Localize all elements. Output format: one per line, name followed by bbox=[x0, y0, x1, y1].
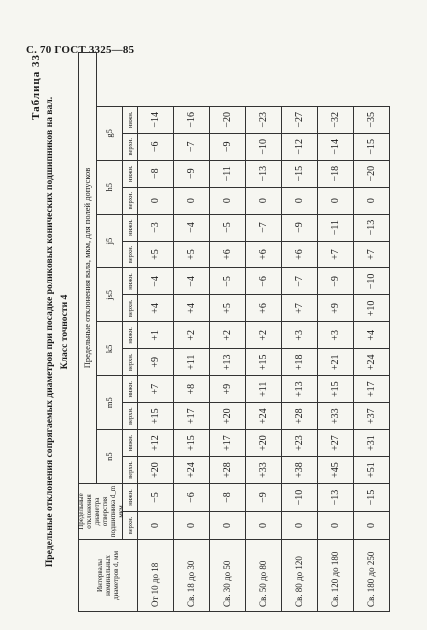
header-interval: Интервалы номинальных диаметров d, мм bbox=[79, 539, 138, 611]
table-cell: −13 bbox=[246, 160, 282, 187]
table-cell: −9 bbox=[282, 214, 318, 241]
tolerance-field-header: m5 bbox=[97, 375, 123, 429]
table-cell: −10 bbox=[354, 268, 390, 295]
lower-header: нижн. bbox=[123, 429, 138, 456]
rotated-table-area bbox=[30, 52, 392, 612]
table-cell: +31 bbox=[354, 429, 390, 456]
table-cell: +7 bbox=[354, 241, 390, 268]
lower-header: нижн. bbox=[123, 375, 138, 402]
table-cell: 0 bbox=[318, 511, 354, 539]
row-interval: Св. 180 до 250 bbox=[354, 539, 390, 611]
table-cell: +13 bbox=[210, 348, 246, 375]
tolerance-field-header: h5 bbox=[97, 160, 123, 214]
table-cell: +9 bbox=[210, 375, 246, 402]
table-cell: −5 bbox=[210, 214, 246, 241]
table-cell: +27 bbox=[318, 429, 354, 456]
tolerance-field-header: k5 bbox=[97, 321, 123, 375]
table-cell: +24 bbox=[246, 402, 282, 429]
header-bearing-lower: нижн. bbox=[123, 483, 138, 511]
row-interval: От 10 до 18 bbox=[138, 539, 174, 611]
row-interval: Св. 50 до 80 bbox=[246, 539, 282, 611]
table-cell: +33 bbox=[246, 456, 282, 483]
table-cell: +7 bbox=[282, 294, 318, 321]
table-cell: −6 bbox=[246, 268, 282, 295]
table-cell: 0 bbox=[210, 187, 246, 214]
table-cell: +17 bbox=[174, 402, 210, 429]
table-cell: −14 bbox=[318, 133, 354, 160]
tolerance-field-header: j5 bbox=[97, 214, 123, 268]
table-cell: −4 bbox=[174, 214, 210, 241]
table-cell: 0 bbox=[354, 187, 390, 214]
table-cell: +6 bbox=[282, 241, 318, 268]
tolerance-field-header: js5 bbox=[97, 268, 123, 322]
table-cell: +13 bbox=[282, 375, 318, 402]
table-cell: +17 bbox=[354, 375, 390, 402]
lower-header: нижн. bbox=[123, 321, 138, 348]
table-cell: −13 bbox=[318, 483, 354, 511]
table-cell: +9 bbox=[318, 294, 354, 321]
table-cell: +7 bbox=[318, 241, 354, 268]
table-cell: +38 bbox=[282, 456, 318, 483]
table-cell: −18 bbox=[318, 160, 354, 187]
table-cell: +8 bbox=[174, 375, 210, 402]
table-cell: −4 bbox=[174, 268, 210, 295]
table-cell: +2 bbox=[174, 321, 210, 348]
table-cell: +15 bbox=[174, 429, 210, 456]
table-cell: +24 bbox=[174, 456, 210, 483]
table-cell: −13 bbox=[354, 214, 390, 241]
table-cell: −35 bbox=[354, 106, 390, 133]
deviation-table bbox=[78, 52, 390, 612]
lower-header: нижн. bbox=[123, 106, 138, 133]
table-cell: −15 bbox=[354, 133, 390, 160]
table-cell: −16 bbox=[174, 106, 210, 133]
table-cell: +6 bbox=[246, 241, 282, 268]
upper-header: верхн. bbox=[123, 402, 138, 429]
table-cell: −20 bbox=[210, 106, 246, 133]
table-cell: +4 bbox=[354, 321, 390, 348]
table-title: Предельные отклонения сопрягаемых диаметров при посадке роликовых конических подшипников на вал. bbox=[44, 96, 55, 568]
table-cell: 0 bbox=[138, 187, 174, 214]
upper-header: верхн. bbox=[123, 456, 138, 483]
table-cell: −10 bbox=[282, 483, 318, 511]
upper-header: верхн. bbox=[123, 348, 138, 375]
table-cell: −10 bbox=[246, 133, 282, 160]
table-cell: −8 bbox=[210, 483, 246, 511]
tolerance-field-header: n5 bbox=[97, 429, 123, 483]
table-cell: −6 bbox=[138, 133, 174, 160]
table-cell: −3 bbox=[138, 214, 174, 241]
header-shaft-deviation: Предельные отклонения вала, мкм, для полей допусков bbox=[79, 52, 97, 483]
table-cell: −8 bbox=[138, 160, 174, 187]
table-cell: +12 bbox=[138, 429, 174, 456]
table-cell: +11 bbox=[246, 375, 282, 402]
upper-header: верхн. bbox=[123, 133, 138, 160]
table-cell: −6 bbox=[174, 483, 210, 511]
row-interval: Св. 18 до 30 bbox=[174, 539, 210, 611]
table-cell: +28 bbox=[282, 402, 318, 429]
table-cell: +37 bbox=[354, 402, 390, 429]
table-cell: +4 bbox=[138, 294, 174, 321]
lower-header: нижн. bbox=[123, 214, 138, 241]
table-cell: 0 bbox=[318, 187, 354, 214]
table-cell: +4 bbox=[174, 294, 210, 321]
table-cell: +45 bbox=[318, 456, 354, 483]
table-cell: −7 bbox=[174, 133, 210, 160]
table-cell: −15 bbox=[354, 483, 390, 511]
table-cell: 0 bbox=[282, 187, 318, 214]
table-cell: 0 bbox=[354, 511, 390, 539]
table-cell: −9 bbox=[210, 133, 246, 160]
table-cell: +20 bbox=[210, 402, 246, 429]
lower-header: нижн. bbox=[123, 268, 138, 295]
table-cell: −7 bbox=[282, 268, 318, 295]
upper-header: верхн. bbox=[123, 294, 138, 321]
table-cell: +24 bbox=[354, 348, 390, 375]
table-cell: −5 bbox=[138, 483, 174, 511]
table-cell: −27 bbox=[282, 106, 318, 133]
table-cell: +15 bbox=[138, 402, 174, 429]
table-cell: +20 bbox=[246, 429, 282, 456]
table-cell: +17 bbox=[210, 429, 246, 456]
table-cell: −32 bbox=[318, 106, 354, 133]
header-bearing-upper: верхн. bbox=[123, 511, 138, 539]
table-cell: +20 bbox=[138, 456, 174, 483]
table-cell: +6 bbox=[246, 294, 282, 321]
table-cell: −11 bbox=[318, 214, 354, 241]
table-cell: 0 bbox=[174, 187, 210, 214]
table-cell: +5 bbox=[174, 241, 210, 268]
tolerance-field-header: g5 bbox=[97, 106, 123, 160]
table-cell: −4 bbox=[138, 268, 174, 295]
page-header: С. 70 ГОСТ 3325—85 bbox=[26, 44, 135, 56]
table-cell: +2 bbox=[246, 321, 282, 348]
table-cell: −9 bbox=[246, 483, 282, 511]
accuracy-class: Класс точности 4 bbox=[59, 294, 70, 370]
table-cell: −15 bbox=[282, 160, 318, 187]
table-cell: 0 bbox=[138, 511, 174, 539]
table-cell: −20 bbox=[354, 160, 390, 187]
table-cell: 0 bbox=[210, 511, 246, 539]
table-cell: +23 bbox=[282, 429, 318, 456]
table-cell: 0 bbox=[246, 511, 282, 539]
table-cell: −9 bbox=[318, 268, 354, 295]
table-cell: +33 bbox=[318, 402, 354, 429]
row-interval: Св. 30 до 50 bbox=[210, 539, 246, 611]
table-cell: −12 bbox=[282, 133, 318, 160]
row-interval: Св. 80 до 120 bbox=[282, 539, 318, 611]
table-cell: +1 bbox=[138, 321, 174, 348]
table-cell: 0 bbox=[246, 187, 282, 214]
row-interval: Св. 120 до 180 bbox=[318, 539, 354, 611]
table-cell: +3 bbox=[282, 321, 318, 348]
table-cell: 0 bbox=[174, 511, 210, 539]
table-cell: +11 bbox=[174, 348, 210, 375]
table-cell: 0 bbox=[282, 511, 318, 539]
table-cell: −9 bbox=[174, 160, 210, 187]
table-cell: +9 bbox=[138, 348, 174, 375]
table-cell: +21 bbox=[318, 348, 354, 375]
table-cell: +3 bbox=[318, 321, 354, 348]
table-cell: +51 bbox=[354, 456, 390, 483]
table-cell: −23 bbox=[246, 106, 282, 133]
lower-header: нижн. bbox=[123, 160, 138, 187]
table-label: Таблица 33 bbox=[30, 54, 42, 120]
table-cell: +18 bbox=[282, 348, 318, 375]
table-cell: +15 bbox=[318, 375, 354, 402]
table-cell: +5 bbox=[210, 294, 246, 321]
table-cell: +10 bbox=[354, 294, 390, 321]
upper-header: верхн. bbox=[123, 187, 138, 214]
table-cell: +2 bbox=[210, 321, 246, 348]
table-cell: −5 bbox=[210, 268, 246, 295]
table-cell: +28 bbox=[210, 456, 246, 483]
table-cell: +15 bbox=[246, 348, 282, 375]
table-cell: −11 bbox=[210, 160, 246, 187]
table-cell: +6 bbox=[210, 241, 246, 268]
header-bearing-deviation: Предельные отклонения диаметра отверстия подшипника d_m мкм bbox=[79, 483, 123, 539]
table-cell: −14 bbox=[138, 106, 174, 133]
table-cell: +7 bbox=[138, 375, 174, 402]
table-cell: +5 bbox=[138, 241, 174, 268]
table-cell: −7 bbox=[246, 214, 282, 241]
upper-header: верхн. bbox=[123, 241, 138, 268]
